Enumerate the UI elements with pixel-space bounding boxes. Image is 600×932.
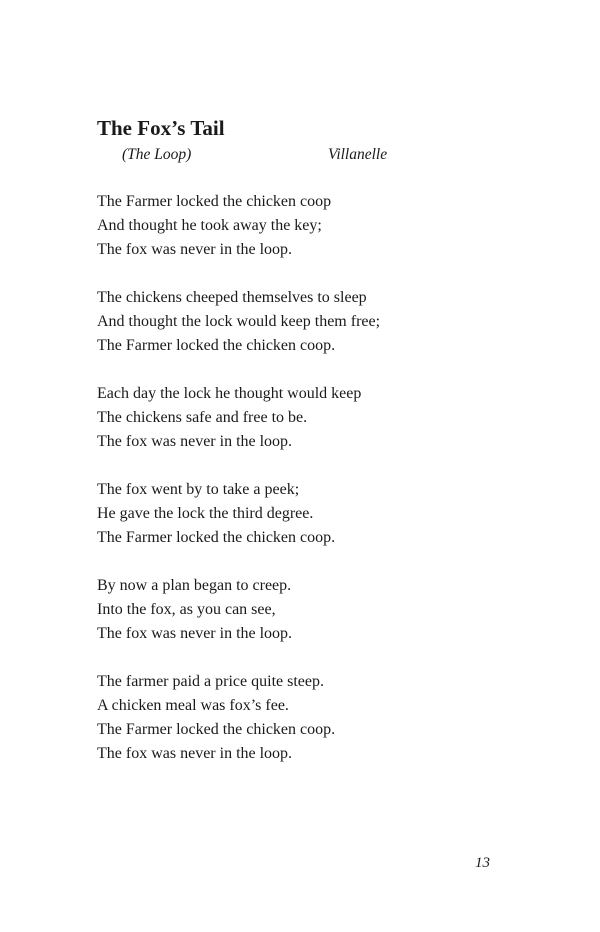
- poem-line: The chickens safe and free to be.: [97, 409, 308, 426]
- poem-line: The farmer paid a price quite steep.: [97, 673, 324, 690]
- poem-line: Into the fox, as you can see,: [97, 601, 276, 618]
- poem-line: The fox went by to take a peek;: [97, 481, 300, 498]
- poem-line: The fox was never in the loop.: [97, 745, 293, 762]
- subtitle-row: [0, 144, 600, 166]
- poem-line: He gave the lock the third degree.: [97, 505, 314, 522]
- poem-line: The fox was never in the loop.: [97, 625, 293, 642]
- poem-title: The Fox’s Tail: [97, 116, 225, 140]
- poem-body: [97, 190, 537, 790]
- page-number: 13: [475, 855, 490, 871]
- poem-subtitle: (The Loop): [122, 146, 192, 163]
- poem-line: The Farmer locked the chicken coop.: [97, 337, 336, 354]
- stanza: [97, 382, 537, 454]
- poem-line: The fox was never in the loop.: [97, 241, 293, 258]
- stanza: [97, 574, 537, 646]
- poem-line: And thought the lock would keep them free;: [97, 313, 381, 330]
- poem-line: The chickens cheeped themselves to sleep: [97, 289, 367, 306]
- poem-line: The Farmer locked the chicken coop.: [97, 529, 336, 546]
- poem-form-label: Villanelle: [328, 146, 388, 163]
- poem-line: The Farmer locked the chicken coop: [97, 193, 332, 210]
- poem-line: The fox was never in the loop.: [97, 433, 293, 450]
- stanza: [97, 190, 537, 262]
- poem-line: The Farmer locked the chicken coop.: [97, 721, 336, 738]
- poem-line: A chicken meal was fox’s fee.: [97, 697, 289, 714]
- poem-line: By now a plan began to creep.: [97, 577, 292, 594]
- poem-line: Each day the lock he thought would keep: [97, 385, 362, 402]
- poem-line: And thought he took away the key;: [97, 217, 322, 234]
- stanza: [97, 286, 537, 358]
- stanza: [97, 478, 537, 550]
- stanza: [97, 670, 537, 766]
